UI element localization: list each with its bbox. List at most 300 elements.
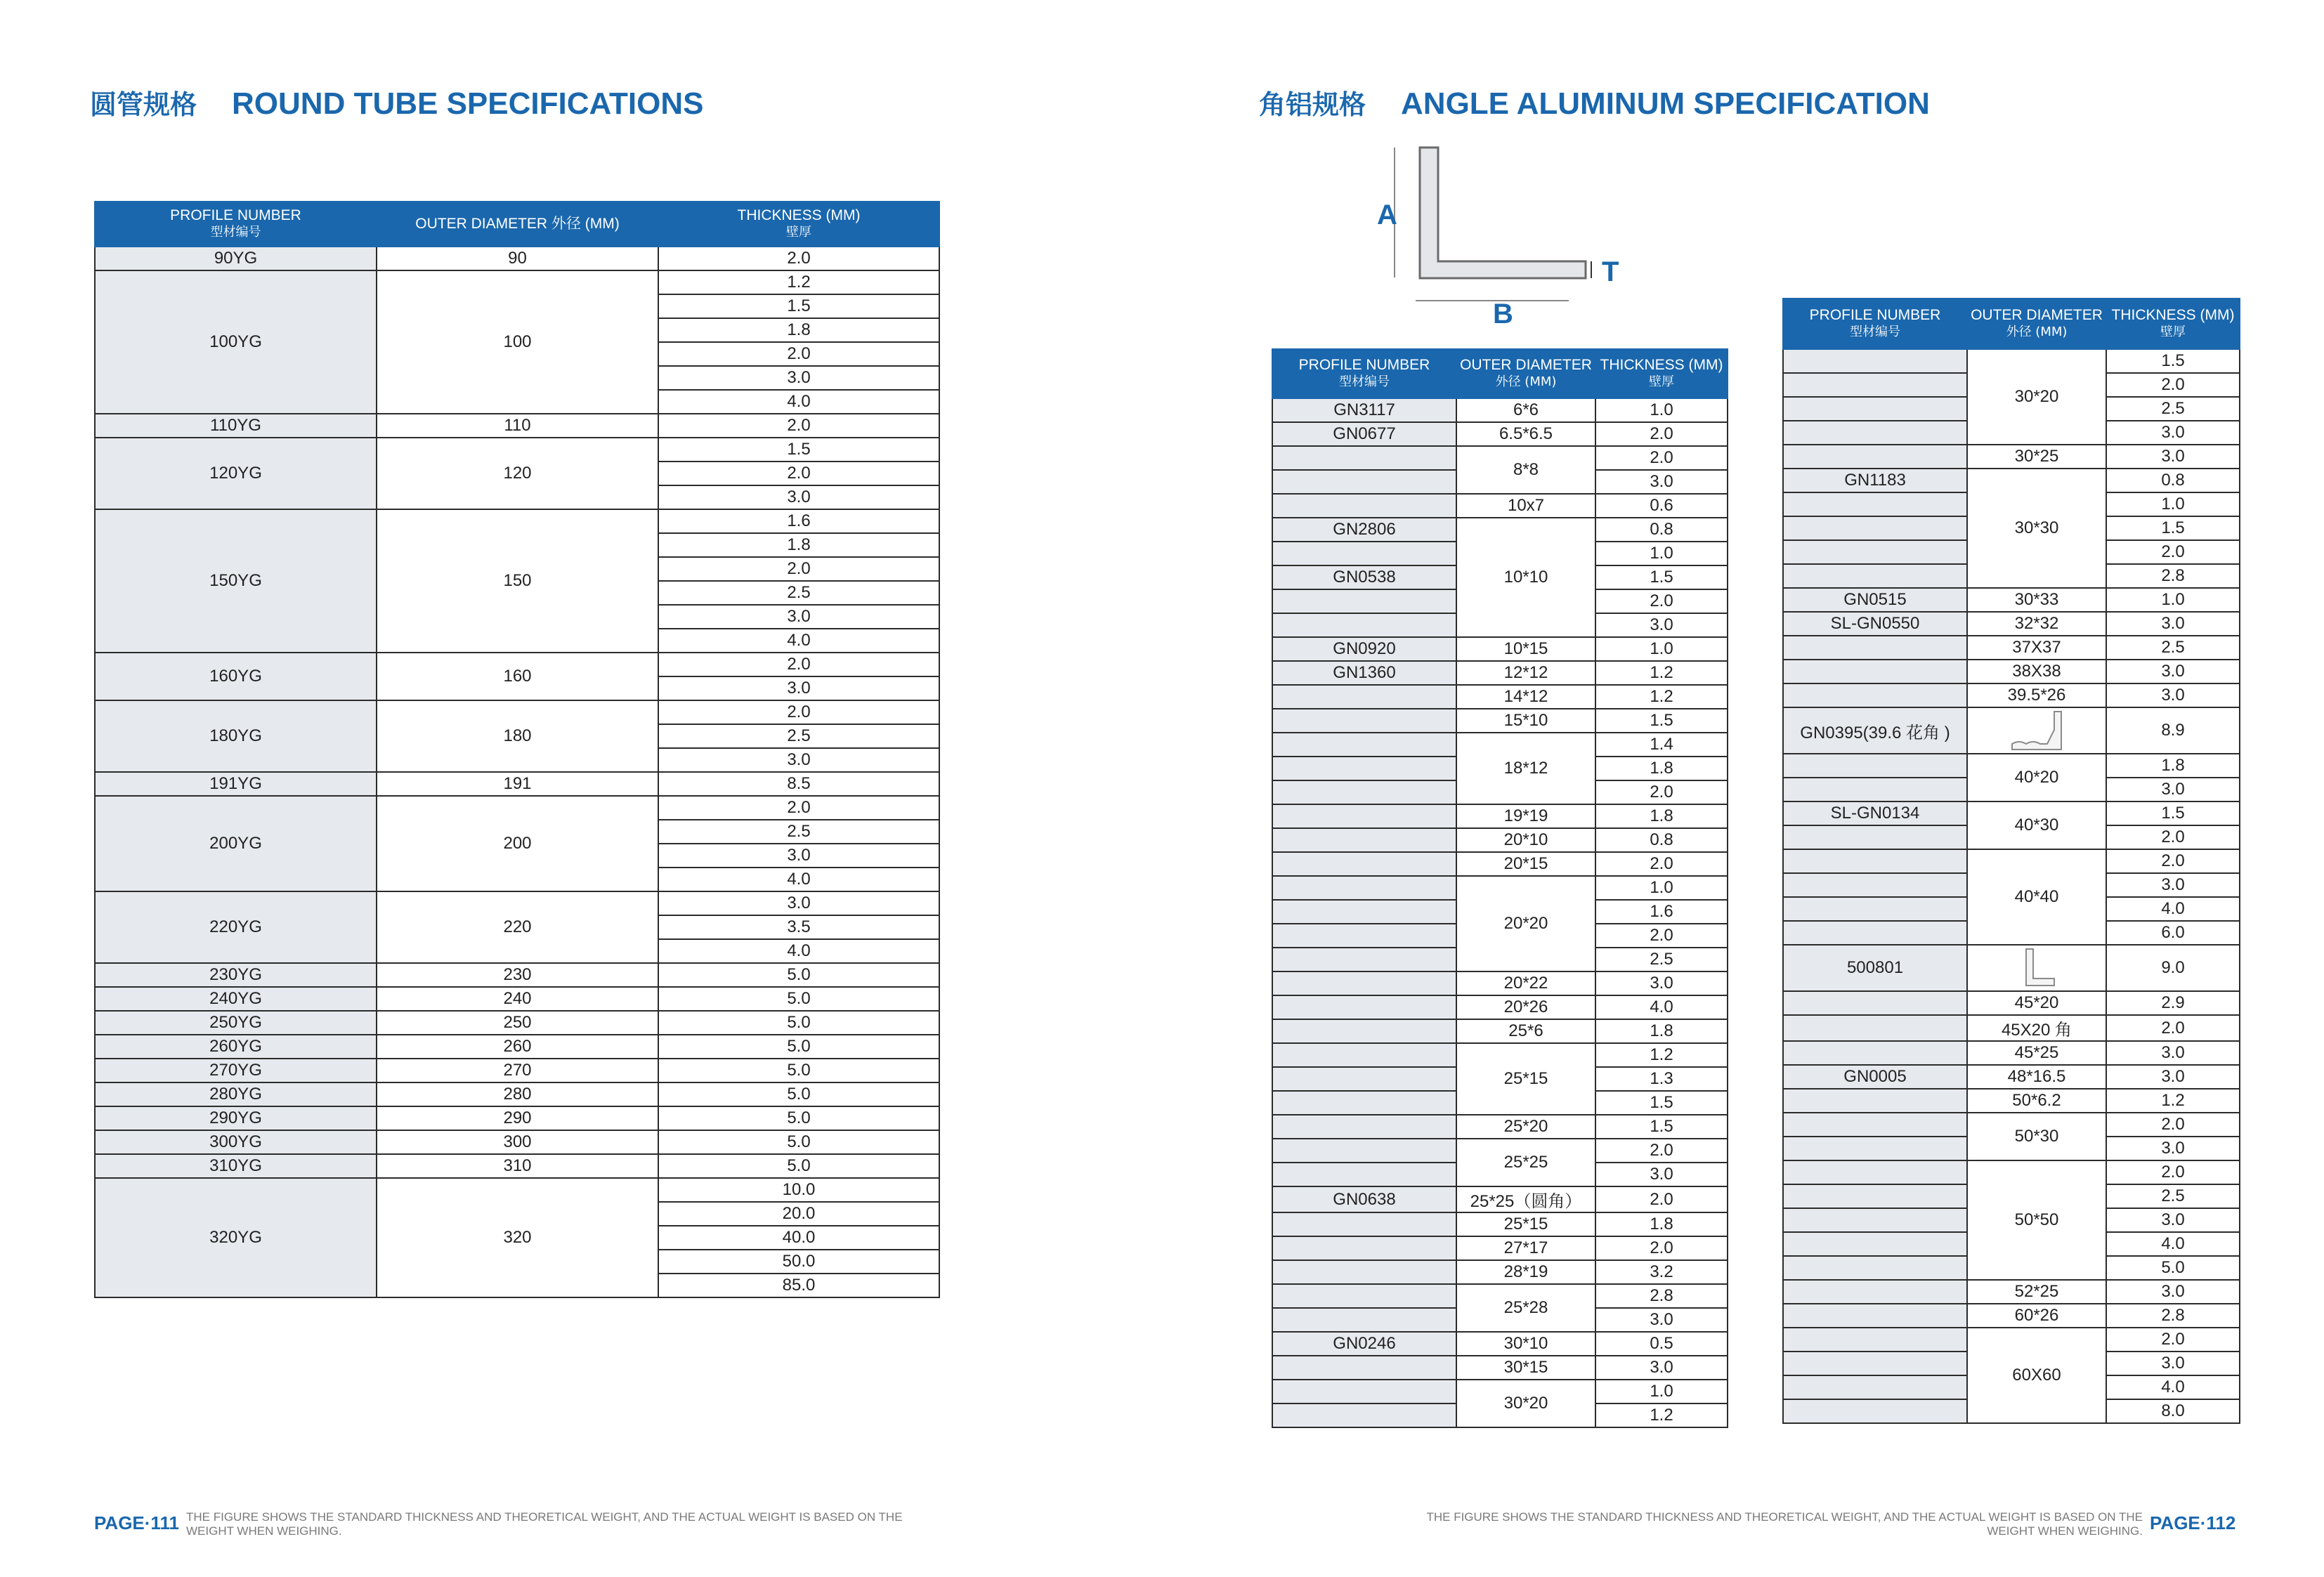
- header-thickness-zh: 壁厚: [2160, 325, 2186, 339]
- profile-number-cell: [1783, 1375, 1967, 1399]
- thickness-cell: 2.0: [2106, 1160, 2240, 1184]
- profile-number-cell: GN0005: [1783, 1065, 1967, 1089]
- profile-number-cell: [1272, 1380, 1456, 1403]
- profile-number-cell: [1783, 373, 1967, 397]
- profile-number-cell: [1783, 1280, 1967, 1304]
- profile-number-cell: 110YG: [95, 414, 377, 438]
- profile-number-cell: [1272, 828, 1456, 852]
- diagram-label-b: B: [1493, 299, 1513, 329]
- outer-diameter-cell: 27*17: [1456, 1236, 1595, 1260]
- thickness-cell: 2.8: [2106, 564, 2240, 588]
- header-thickness-en: THICKNESS (MM): [737, 207, 861, 223]
- outer-diameter-cell: 20*15: [1456, 852, 1595, 876]
- outer-diameter-cell: 40*30: [1967, 801, 2106, 849]
- angle-table-left-body: [1272, 398, 1728, 1427]
- thickness-cell: 0.8: [2106, 469, 2240, 492]
- outer-diameter-cell: 260: [377, 1035, 658, 1059]
- profile-number-cell: [1272, 542, 1456, 565]
- thickness-cell: 1.2: [2106, 1089, 2240, 1113]
- outer-diameter-cell: 60*26: [1967, 1304, 2106, 1328]
- profile-number-cell: 191YG: [95, 772, 377, 796]
- thickness-cell: 1.8: [1595, 1212, 1728, 1236]
- profile-number-cell: [1272, 1284, 1456, 1308]
- profile-number-cell: [1783, 1232, 1967, 1256]
- header-diameter-zh: 外径 (MM): [2006, 325, 2068, 339]
- profile-number-cell: 240YG: [95, 987, 377, 1011]
- thickness-cell: 0.8: [1595, 518, 1728, 542]
- right-title-zh: 角铝规格: [1259, 89, 1366, 120]
- table-row: [95, 1059, 939, 1082]
- thickness-cell: 1.5: [2106, 801, 2240, 825]
- profile-number-cell: [1272, 971, 1456, 995]
- table-row: [95, 1106, 939, 1130]
- profile-number-cell: 500801: [1783, 945, 1967, 991]
- thickness-cell: 3.0: [2106, 1065, 2240, 1089]
- left-page-title: [90, 83, 703, 122]
- round-tube-table: [94, 201, 940, 1298]
- header-profile-number: [1272, 349, 1456, 398]
- profile-number-cell: [1272, 1091, 1456, 1115]
- profile-number-cell: [1272, 446, 1456, 470]
- profile-number-cell: SL-GN0550: [1783, 612, 1967, 636]
- thickness-cell: 3.0: [658, 844, 939, 868]
- thickness-cell: 3.0: [2106, 1280, 2240, 1304]
- outer-diameter-cell: 100: [377, 270, 658, 414]
- thickness-cell: 2.9: [2106, 991, 2240, 1015]
- thickness-cell: 5.0: [658, 1154, 939, 1178]
- outer-diameter-cell: 25*20: [1456, 1115, 1595, 1139]
- table-row: [95, 653, 939, 676]
- header-thickness: [2106, 299, 2240, 349]
- outer-diameter-cell: 48*16.5: [1967, 1065, 2106, 1089]
- table-row: [1272, 828, 1728, 852]
- thickness-cell: 1.5: [2106, 516, 2240, 540]
- profile-number-cell: GN1360: [1272, 661, 1456, 685]
- profile-number-cell: [1783, 1352, 1967, 1375]
- thickness-cell: 2.0: [1595, 422, 1728, 446]
- thickness-cell: 2.5: [2106, 397, 2240, 421]
- thickness-cell: 2.0: [658, 462, 939, 485]
- table-row: [95, 247, 939, 270]
- thickness-cell: 2.5: [2106, 1184, 2240, 1208]
- thickness-cell: 4.0: [2106, 897, 2240, 921]
- table-row: [1783, 1304, 2240, 1328]
- thickness-cell: 3.0: [1595, 470, 1728, 494]
- thickness-cell: 3.0: [658, 485, 939, 509]
- thickness-cell: 1.8: [2106, 754, 2240, 778]
- table-row: [95, 987, 939, 1011]
- angle-table-left: [1272, 348, 1728, 1428]
- outer-diameter-cell: 290: [377, 1106, 658, 1130]
- outer-diameter-cell: 38X38: [1967, 660, 2106, 683]
- thickness-cell: 1.2: [1595, 1403, 1728, 1427]
- outer-diameter-cell: 110: [377, 414, 658, 438]
- table-row: [95, 772, 939, 796]
- outer-diameter-cell: 90: [377, 247, 658, 270]
- table-row: [95, 796, 939, 820]
- round-tube-body: [95, 247, 939, 1297]
- thickness-cell: 2.8: [1595, 1284, 1728, 1308]
- profile-number-cell: [1783, 1208, 1967, 1232]
- thickness-cell: 2.0: [1595, 1186, 1728, 1212]
- profile-number-cell: GN2806: [1272, 518, 1456, 542]
- thickness-cell: 85.0: [658, 1274, 939, 1297]
- outer-diameter-cell: 20*10: [1456, 828, 1595, 852]
- thickness-cell: 2.0: [2106, 1015, 2240, 1041]
- thickness-cell: 1.5: [1595, 1091, 1728, 1115]
- thickness-cell: 0.8: [1595, 828, 1728, 852]
- thickness-cell: 8.9: [2106, 707, 2240, 754]
- outer-diameter-cell: 45*25: [1967, 1041, 2106, 1065]
- header-thickness-zh: 壁厚: [1649, 374, 1674, 389]
- thickness-cell: 4.0: [2106, 1375, 2240, 1399]
- table-row: [1272, 637, 1728, 661]
- angle-profile-icon: [2005, 946, 2068, 990]
- table-row: [1272, 1212, 1728, 1236]
- thickness-cell: 2.0: [658, 247, 939, 270]
- outer-diameter-cell: 37X37: [1967, 636, 2106, 660]
- thickness-cell: 3.0: [1595, 613, 1728, 637]
- thickness-cell: 5.0: [658, 1106, 939, 1130]
- thickness-cell: 4.0: [658, 629, 939, 653]
- profile-number-cell: [1272, 1403, 1456, 1427]
- profile-number-cell: 260YG: [95, 1035, 377, 1059]
- table-row: [1272, 1260, 1728, 1284]
- header-outer-diameter: [1456, 349, 1595, 398]
- thickness-cell: 2.0: [1595, 1236, 1728, 1260]
- profile-number-cell: [1783, 1160, 1967, 1184]
- outer-diameter-cell: 50*30: [1967, 1113, 2106, 1160]
- thickness-cell: 3.0: [2106, 1208, 2240, 1232]
- thickness-cell: 1.0: [1595, 876, 1728, 900]
- header-profile-number: [95, 202, 377, 247]
- profile-number-cell: [1783, 636, 1967, 660]
- table-row: [1783, 1280, 2240, 1304]
- outer-diameter-cell: 8*8: [1456, 446, 1595, 494]
- profile-number-cell: [1272, 1163, 1456, 1186]
- profile-number-cell: [1783, 683, 1967, 707]
- thickness-cell: 3.0: [2106, 1137, 2240, 1160]
- table-row: [1272, 422, 1728, 446]
- table-row: [1272, 1332, 1728, 1356]
- thickness-cell: 1.4: [1595, 733, 1728, 757]
- outer-diameter-cell: 30*10: [1456, 1332, 1595, 1356]
- left-footer-note: THE FIGURE SHOWS THE STANDARD THICKNESS AND THEORETICAL WEIGHT, AND THE ACTUAL WEIGHT IS BASED ON THE WEIGHT WHEN WEIGHING.: [186, 1510, 903, 1538]
- profile-number-cell: [1783, 1328, 1967, 1352]
- profile-number-cell: [1272, 1019, 1456, 1043]
- outer-diameter-cell: 120: [377, 438, 658, 509]
- table-row: [95, 1130, 939, 1154]
- thickness-cell: 1.2: [658, 270, 939, 294]
- thickness-cell: 2.0: [658, 342, 939, 366]
- profile-number-cell: [1272, 613, 1456, 637]
- profile-number-cell: [1272, 470, 1456, 494]
- outer-diameter-cell: 10x7: [1456, 494, 1595, 518]
- profile-number-cell: GN1183: [1783, 469, 1967, 492]
- header-thickness-en: THICKNESS (MM): [1600, 357, 1723, 373]
- table-row: [1272, 518, 1728, 542]
- profile-number-cell: GN0920: [1272, 637, 1456, 661]
- header-profile-zh: 型材编号: [210, 225, 261, 240]
- outer-diameter-cell: 25*25（圆角）: [1456, 1186, 1595, 1212]
- thickness-cell: 1.0: [1595, 1380, 1728, 1403]
- profile-number-cell: [1272, 804, 1456, 828]
- thickness-cell: 3.0: [1595, 971, 1728, 995]
- thickness-cell: 2.0: [658, 414, 939, 438]
- profile-number-cell: [1783, 421, 1967, 445]
- outer-diameter-cell: 12*12: [1456, 661, 1595, 685]
- profile-number-cell: 270YG: [95, 1059, 377, 1082]
- profile-number-cell: GN0395(39.6 花角 ): [1783, 707, 1967, 754]
- thickness-cell: 1.6: [658, 509, 939, 533]
- outer-diameter-cell: 39.5*26: [1967, 683, 2106, 707]
- thickness-cell: 2.0: [2106, 849, 2240, 873]
- outer-diameter-cell: 60X60: [1967, 1328, 2106, 1423]
- profile-number-cell: 150YG: [95, 509, 377, 653]
- table-row: [1783, 588, 2240, 612]
- profile-number-cell: [1272, 1115, 1456, 1139]
- profile-number-cell: 230YG: [95, 963, 377, 987]
- table-row: [1272, 971, 1728, 995]
- table-row: [1783, 991, 2240, 1015]
- thickness-cell: 2.0: [2106, 540, 2240, 564]
- thickness-cell: 1.3: [1595, 1067, 1728, 1091]
- angle-table-right-body: [1783, 349, 2240, 1423]
- profile-number-cell: 90YG: [95, 247, 377, 270]
- profile-number-cell: 200YG: [95, 796, 377, 891]
- profile-number-cell: [1272, 709, 1456, 733]
- profile-number-cell: [1272, 876, 1456, 900]
- profile-number-cell: 250YG: [95, 1011, 377, 1035]
- left-title-zh: 圆管规格: [90, 89, 197, 120]
- thickness-cell: 2.8: [2106, 1304, 2240, 1328]
- thickness-cell: 1.5: [2106, 349, 2240, 373]
- outer-diameter-cell: 280: [377, 1082, 658, 1106]
- profile-number-cell: [1783, 1256, 1967, 1280]
- outer-diameter-cell: [1967, 945, 2106, 991]
- profile-number-cell: 160YG: [95, 653, 377, 700]
- thickness-cell: 4.0: [658, 390, 939, 414]
- header-thickness: [1595, 349, 1728, 398]
- thickness-cell: 1.2: [1595, 661, 1728, 685]
- outer-diameter-cell: 25*15: [1456, 1043, 1595, 1115]
- profile-number-cell: [1272, 685, 1456, 709]
- outer-diameter-cell: 20*22: [1456, 971, 1595, 995]
- outer-diameter-cell: 250: [377, 1011, 658, 1035]
- thickness-cell: 1.5: [1595, 1115, 1728, 1139]
- outer-diameter-cell: 230: [377, 963, 658, 987]
- profile-number-cell: [1272, 1139, 1456, 1163]
- thickness-cell: 6.0: [2106, 921, 2240, 945]
- thickness-cell: 1.5: [658, 294, 939, 318]
- profile-number-cell: [1783, 564, 1967, 588]
- profile-number-cell: GN0515: [1783, 588, 1967, 612]
- table-row: [1783, 660, 2240, 683]
- profile-number-cell: [1783, 873, 1967, 897]
- header-profile-zh: 型材编号: [1850, 325, 1900, 339]
- profile-number-cell: [1272, 1260, 1456, 1284]
- right-page-number: PAGE·112: [2150, 1512, 2236, 1533]
- thickness-cell: 1.5: [658, 438, 939, 462]
- profile-number-cell: [1272, 1212, 1456, 1236]
- outer-diameter-cell: 45*20: [1967, 991, 2106, 1015]
- table-row: [1783, 349, 2240, 373]
- thickness-cell: 3.5: [658, 915, 939, 939]
- thickness-cell: 1.0: [1595, 637, 1728, 661]
- outer-diameter-cell: 240: [377, 987, 658, 1011]
- profile-number-cell: [1783, 1089, 1967, 1113]
- profile-number-cell: [1272, 733, 1456, 757]
- table-row: [1783, 1015, 2240, 1041]
- thickness-cell: 5.0: [658, 1130, 939, 1154]
- profile-number-cell: [1783, 660, 1967, 683]
- table-row: [1783, 1065, 2240, 1089]
- profile-number-cell: 280YG: [95, 1082, 377, 1106]
- thickness-cell: 1.8: [1595, 757, 1728, 780]
- outer-diameter-cell: 28*19: [1456, 1260, 1595, 1284]
- table-row: [95, 891, 939, 915]
- thickness-cell: 4.0: [658, 868, 939, 891]
- table-row: [1783, 849, 2240, 873]
- table-row: [1783, 1089, 2240, 1113]
- thickness-cell: 3.0: [2106, 660, 2240, 683]
- outer-diameter-cell: 30*25: [1967, 445, 2106, 469]
- thickness-cell: 2.5: [658, 724, 939, 748]
- outer-diameter-cell: 40*20: [1967, 754, 2106, 801]
- profile-number-cell: [1783, 1184, 1967, 1208]
- thickness-cell: 5.0: [658, 963, 939, 987]
- profile-number-cell: 300YG: [95, 1130, 377, 1154]
- table-row: [1783, 1160, 2240, 1184]
- thickness-cell: 1.8: [1595, 804, 1728, 828]
- outer-diameter-cell: 32*32: [1967, 612, 2106, 636]
- thickness-cell: 3.0: [2106, 421, 2240, 445]
- thickness-cell: 1.0: [1595, 542, 1728, 565]
- outer-diameter-cell: 10*15: [1456, 637, 1595, 661]
- left-page-number: PAGE·111: [94, 1512, 179, 1533]
- thickness-cell: 1.8: [1595, 1019, 1728, 1043]
- table-row: [1272, 1019, 1728, 1043]
- thickness-cell: 1.5: [1595, 709, 1728, 733]
- outer-diameter-cell: 50*50: [1967, 1160, 2106, 1280]
- profile-number-cell: [1783, 1015, 1967, 1041]
- profile-number-cell: [1783, 778, 1967, 801]
- thickness-cell: 8.0: [2106, 1399, 2240, 1423]
- thickness-cell: 4.0: [2106, 1232, 2240, 1256]
- profile-number-cell: [1272, 1356, 1456, 1380]
- table-row: [1783, 801, 2240, 825]
- profile-number-cell: [1272, 757, 1456, 780]
- table-row: [1272, 446, 1728, 470]
- profile-number-cell: 290YG: [95, 1106, 377, 1130]
- profile-number-cell: [1272, 924, 1456, 948]
- thickness-cell: 2.0: [2106, 1113, 2240, 1137]
- profile-number-cell: [1272, 948, 1456, 971]
- profile-number-cell: 310YG: [95, 1154, 377, 1178]
- thickness-cell: 8.5: [658, 772, 939, 796]
- thickness-cell: 4.0: [1595, 995, 1728, 1019]
- profile-number-cell: [1272, 1308, 1456, 1332]
- table-row: [1272, 1139, 1728, 1163]
- profile-number-cell: [1783, 849, 1967, 873]
- header-diameter-en: OUTER DIAMETER: [1971, 307, 2103, 323]
- thickness-cell: 40.0: [658, 1226, 939, 1250]
- thickness-cell: 2.0: [2106, 825, 2240, 849]
- table-row: [95, 270, 939, 294]
- table-row: [1272, 1236, 1728, 1260]
- table-row: [1783, 754, 2240, 778]
- outer-diameter-cell: 45X20 角: [1967, 1015, 2106, 1041]
- table-row: [95, 509, 939, 533]
- right-page-title: [1259, 83, 1930, 122]
- thickness-cell: 1.8: [658, 318, 939, 342]
- profile-number-cell: GN0638: [1272, 1186, 1456, 1212]
- table-row: [95, 963, 939, 987]
- profile-number-cell: [1783, 1399, 1967, 1423]
- thickness-cell: 3.0: [658, 366, 939, 390]
- diagram-label-a: A: [1377, 199, 1397, 230]
- table-row: [1272, 398, 1728, 422]
- table-row: [95, 438, 939, 462]
- thickness-cell: 5.0: [658, 1035, 939, 1059]
- thickness-cell: 0.5: [1595, 1332, 1728, 1356]
- table-row: [1272, 1356, 1728, 1380]
- outer-diameter-cell: 320: [377, 1178, 658, 1297]
- thickness-cell: 2.0: [658, 700, 939, 724]
- header-diameter-zh: 外径 (MM): [1495, 374, 1557, 389]
- outer-diameter-cell: 20*26: [1456, 995, 1595, 1019]
- header-thickness-en: THICKNESS (MM): [2111, 307, 2235, 323]
- outer-diameter-cell: 20*20: [1456, 876, 1595, 971]
- table-row: [95, 1178, 939, 1202]
- thickness-cell: 2.0: [658, 796, 939, 820]
- thickness-cell: 1.5: [1595, 565, 1728, 589]
- table-row: [1272, 1043, 1728, 1067]
- thickness-cell: 5.0: [2106, 1256, 2240, 1280]
- thickness-cell: 3.0: [2106, 1352, 2240, 1375]
- outer-diameter-cell: 15*10: [1456, 709, 1595, 733]
- angle-profile-diagram: [1388, 140, 1598, 302]
- thickness-cell: 3.2: [1595, 1260, 1728, 1284]
- header-diameter-en: OUTER DIAMETER: [1460, 357, 1592, 373]
- table-row: [1783, 636, 2240, 660]
- thickness-cell: 3.0: [658, 891, 939, 915]
- thickness-cell: 3.0: [2106, 1041, 2240, 1065]
- thickness-cell: 2.0: [2106, 1328, 2240, 1352]
- profile-number-cell: [1783, 921, 1967, 945]
- left-title-en: ROUND TUBE SPECIFICATIONS: [232, 86, 704, 121]
- thickness-cell: 1.6: [1595, 900, 1728, 924]
- table-row: [1272, 876, 1728, 900]
- thickness-cell: 2.0: [2106, 373, 2240, 397]
- thickness-cell: 3.0: [1595, 1163, 1728, 1186]
- profile-number-cell: [1783, 492, 1967, 516]
- thickness-cell: 20.0: [658, 1202, 939, 1226]
- profile-number-cell: [1783, 445, 1967, 469]
- profile-number-cell: [1783, 349, 1967, 373]
- outer-diameter-cell: 191: [377, 772, 658, 796]
- thickness-cell: 3.0: [1595, 1356, 1728, 1380]
- profile-number-cell: SL-GN0134: [1783, 801, 1967, 825]
- table-row: [1272, 804, 1728, 828]
- header-profile-en: PROFILE NUMBER: [1809, 307, 1941, 323]
- profile-number-cell: [1783, 1304, 1967, 1328]
- diagram-label-t: T: [1602, 256, 1619, 287]
- thickness-cell: 1.0: [1595, 398, 1728, 422]
- table-row: [1783, 707, 2240, 754]
- header-outer-diameter: [1967, 299, 2106, 349]
- outer-diameter-cell: 220: [377, 891, 658, 963]
